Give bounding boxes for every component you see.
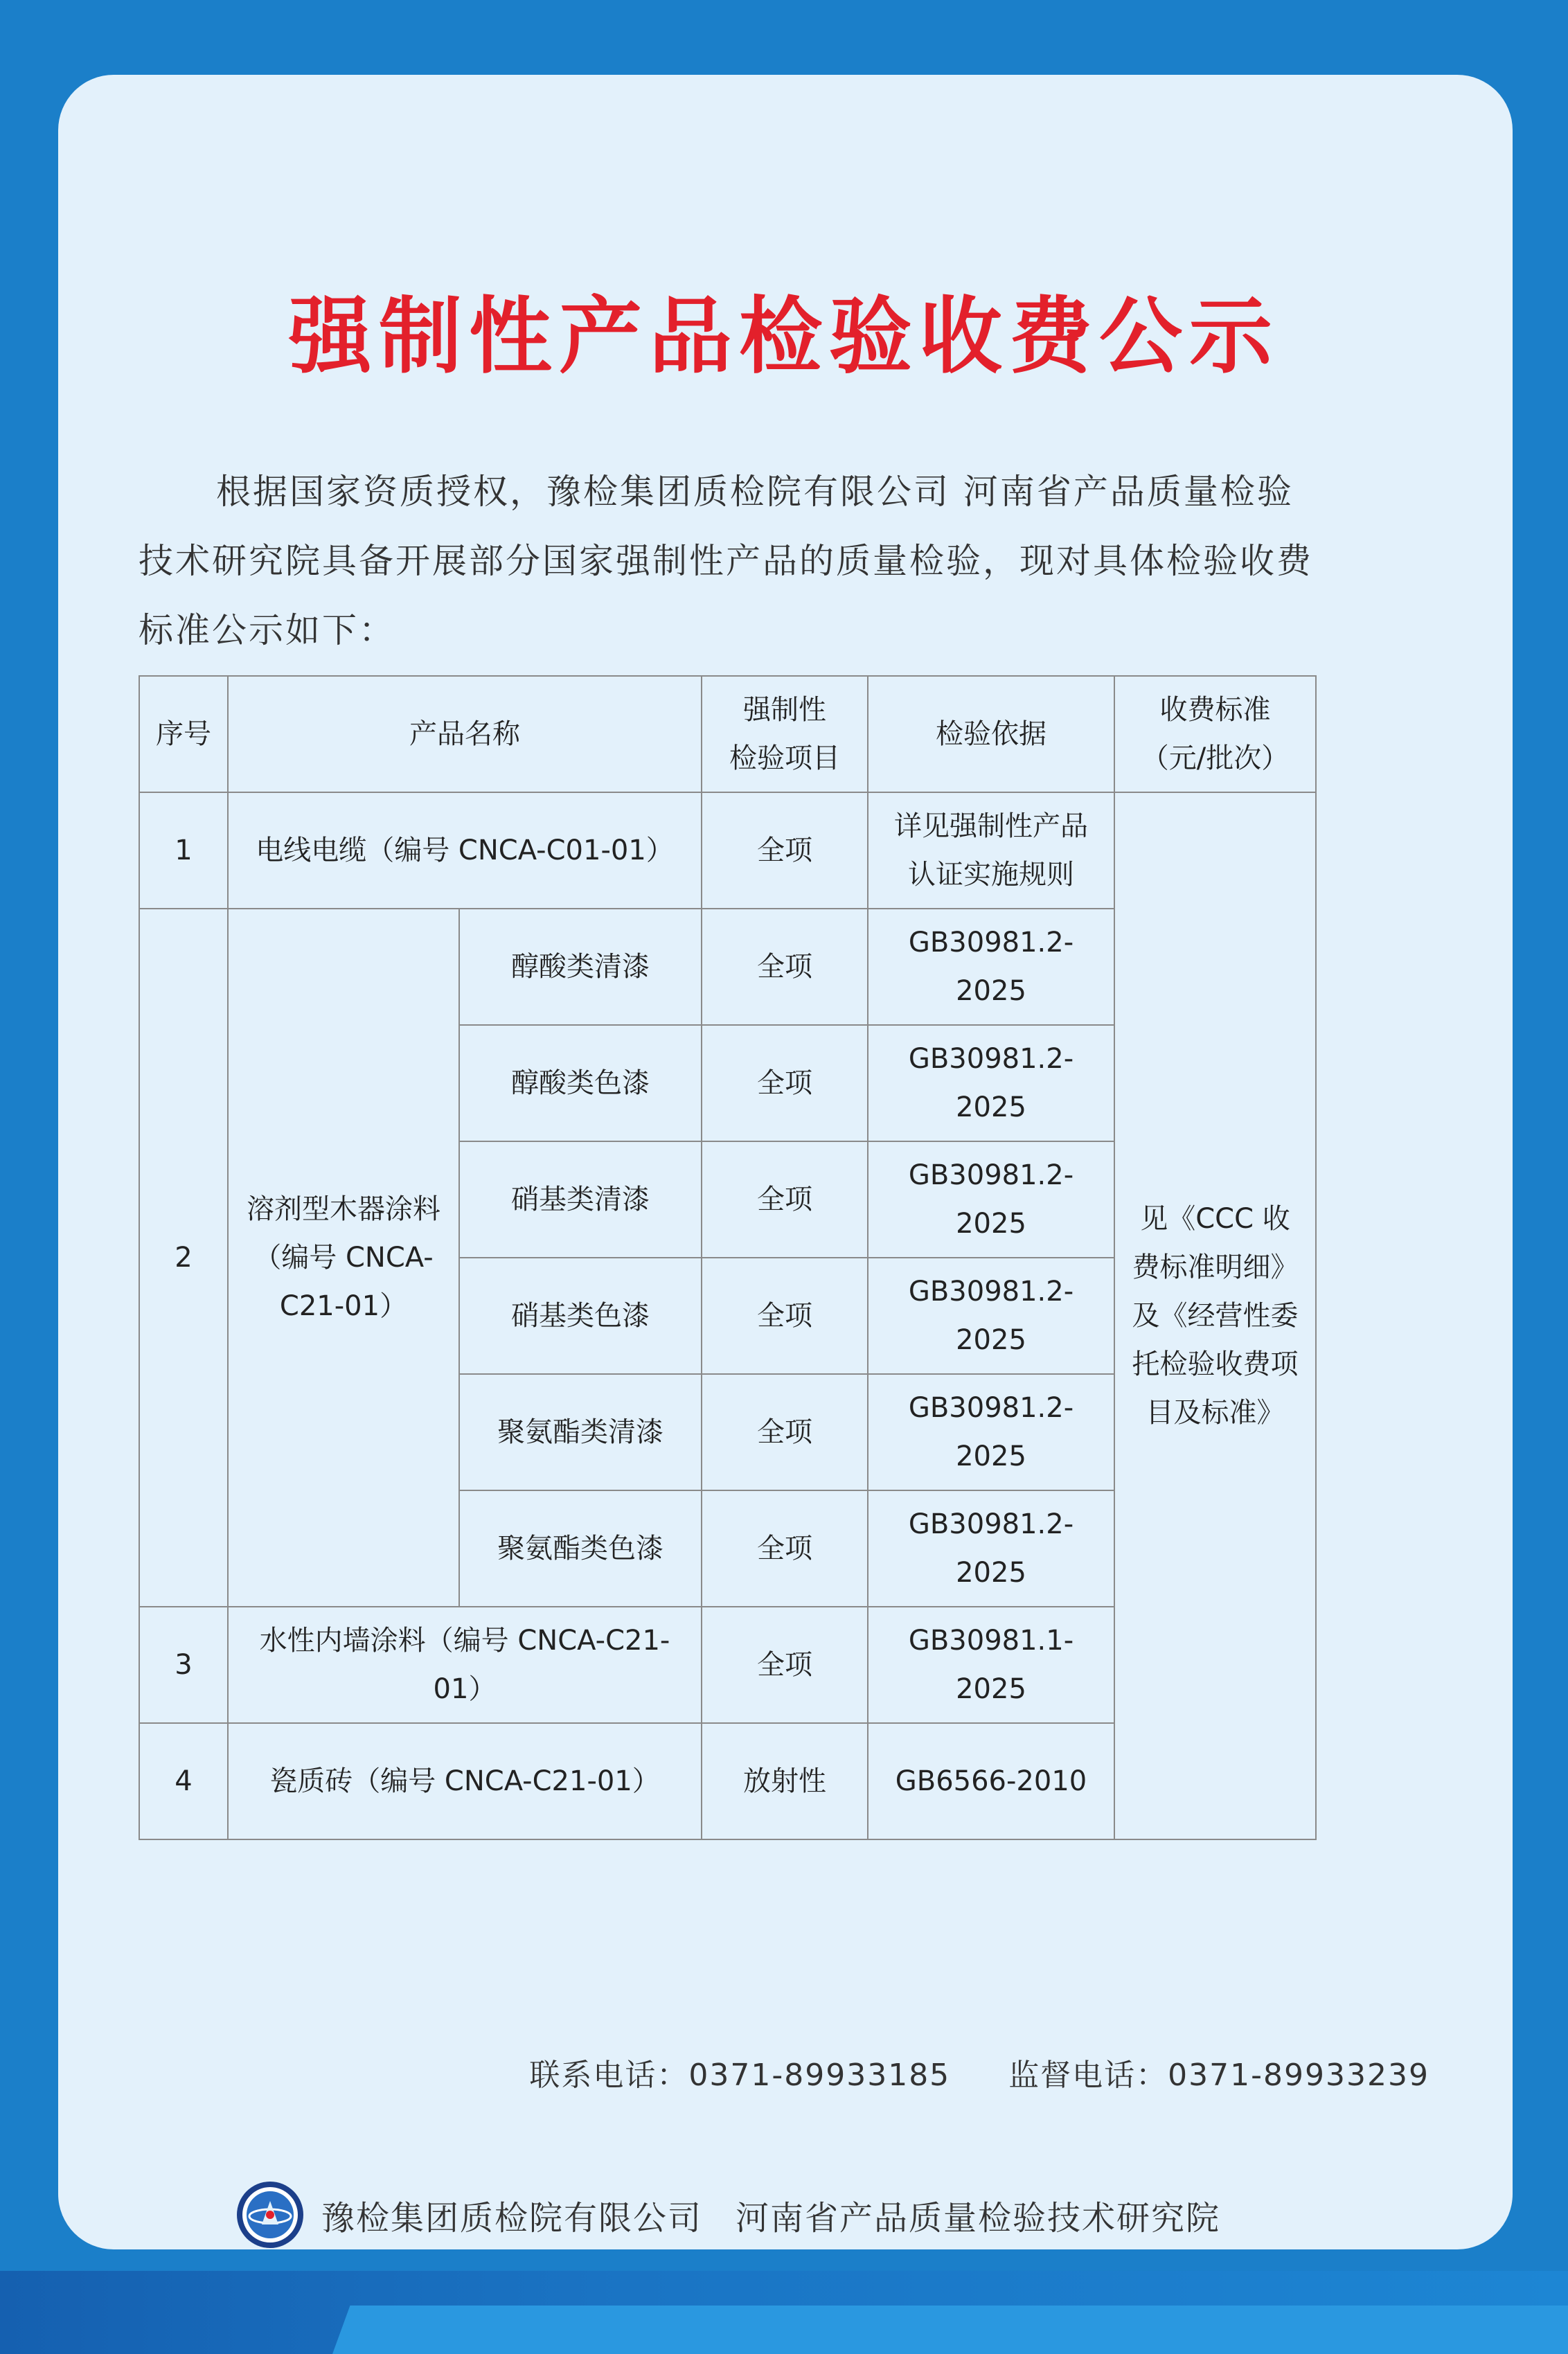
row-items: 全项	[702, 1025, 868, 1141]
header-basis: 检验依据	[868, 676, 1114, 792]
row-items: 全项	[702, 1258, 868, 1374]
row-basis: 详见强制性产品 认证实施规则	[868, 792, 1114, 909]
row-seq: 4	[139, 1723, 228, 1839]
row-items: 全项	[702, 792, 868, 909]
row-product-name: 瓷质砖（编号 CNCA-C21-01）	[228, 1723, 702, 1839]
row-items: 全项	[702, 1607, 868, 1723]
header-items: 强制性 检验项目	[702, 676, 868, 792]
hqtic-logo-icon	[235, 2180, 305, 2249]
fee-note-cell: 见《CCC 收费标准明细》及《经营性委托检验收费项目及标准》	[1114, 792, 1316, 1839]
sub-product-name: 聚氨酯类色漆	[459, 1490, 702, 1607]
table-header-row	[139, 676, 1316, 792]
bottom-decoration	[0, 2271, 1568, 2354]
contact-info	[529, 2050, 1429, 2094]
sub-product-name: 醇酸类清漆	[459, 909, 702, 1025]
header-seq: 序号	[139, 676, 228, 792]
row-items: 全项	[702, 1141, 868, 1258]
sub-product-name: 聚氨酯类清漆	[459, 1374, 702, 1490]
footer-org-2: 河南省产品质量检验技术研究院	[736, 2198, 1221, 2238]
row-product-name: 水性内墙涂料（编号 CNCA-C21-01）	[228, 1607, 702, 1723]
contact-phone: 联系电话：0371-89933185	[529, 2058, 951, 2093]
fee-table	[139, 675, 1317, 1840]
row-basis: GB30981.2-2025	[868, 1025, 1114, 1141]
row-product-name: 电线电缆（编号 CNCA-C01-01）	[228, 792, 702, 909]
row-basis: GB30981.2-2025	[868, 1258, 1114, 1374]
header-product-name: 产品名称	[228, 676, 702, 792]
row-items: 全项	[702, 909, 868, 1025]
intro-paragraph: 根据国家资质授权，豫检集团质检院有限公司 河南省产品质量检验技术研究院具备开展部分国家强制性产品的质量检验，现对具体检验收费标准公示如下：	[139, 472, 1313, 650]
header-fee: 收费标准 （元/批次）	[1114, 676, 1316, 792]
row-basis: GB30981.2-2025	[868, 1374, 1114, 1490]
row-seq: 3	[139, 1607, 228, 1723]
row-basis: GB30981.2-2025	[868, 1490, 1114, 1607]
sub-product-name: 硝基类清漆	[459, 1141, 702, 1258]
footer-org-1: 豫检集团质检院有限公司	[321, 2198, 703, 2238]
row-items: 全项	[702, 1490, 868, 1607]
row-basis: GB30981.1-2025	[868, 1607, 1114, 1723]
supervise-phone: 监督电话：0371-89933239	[1008, 2058, 1429, 2093]
row-seq: 2	[139, 909, 228, 1607]
sub-product-name: 硝基类色漆	[459, 1258, 702, 1374]
sub-product-name: 醇酸类色漆	[459, 1025, 702, 1141]
table-row	[139, 792, 1316, 909]
footer	[235, 2180, 1220, 2249]
row-items: 放射性	[702, 1723, 868, 1839]
row-seq: 1	[139, 792, 228, 909]
page-title: 强制性产品检验收费公示	[289, 287, 1279, 385]
row-basis: GB30981.2-2025	[868, 1141, 1114, 1258]
row-basis: GB30981.2-2025	[868, 909, 1114, 1025]
row-basis: GB6566-2010	[868, 1723, 1114, 1839]
row-items: 全项	[702, 1374, 868, 1490]
row-product-name: 溶剂型木器涂料（编号 CNCA-C21-01）	[228, 909, 459, 1607]
